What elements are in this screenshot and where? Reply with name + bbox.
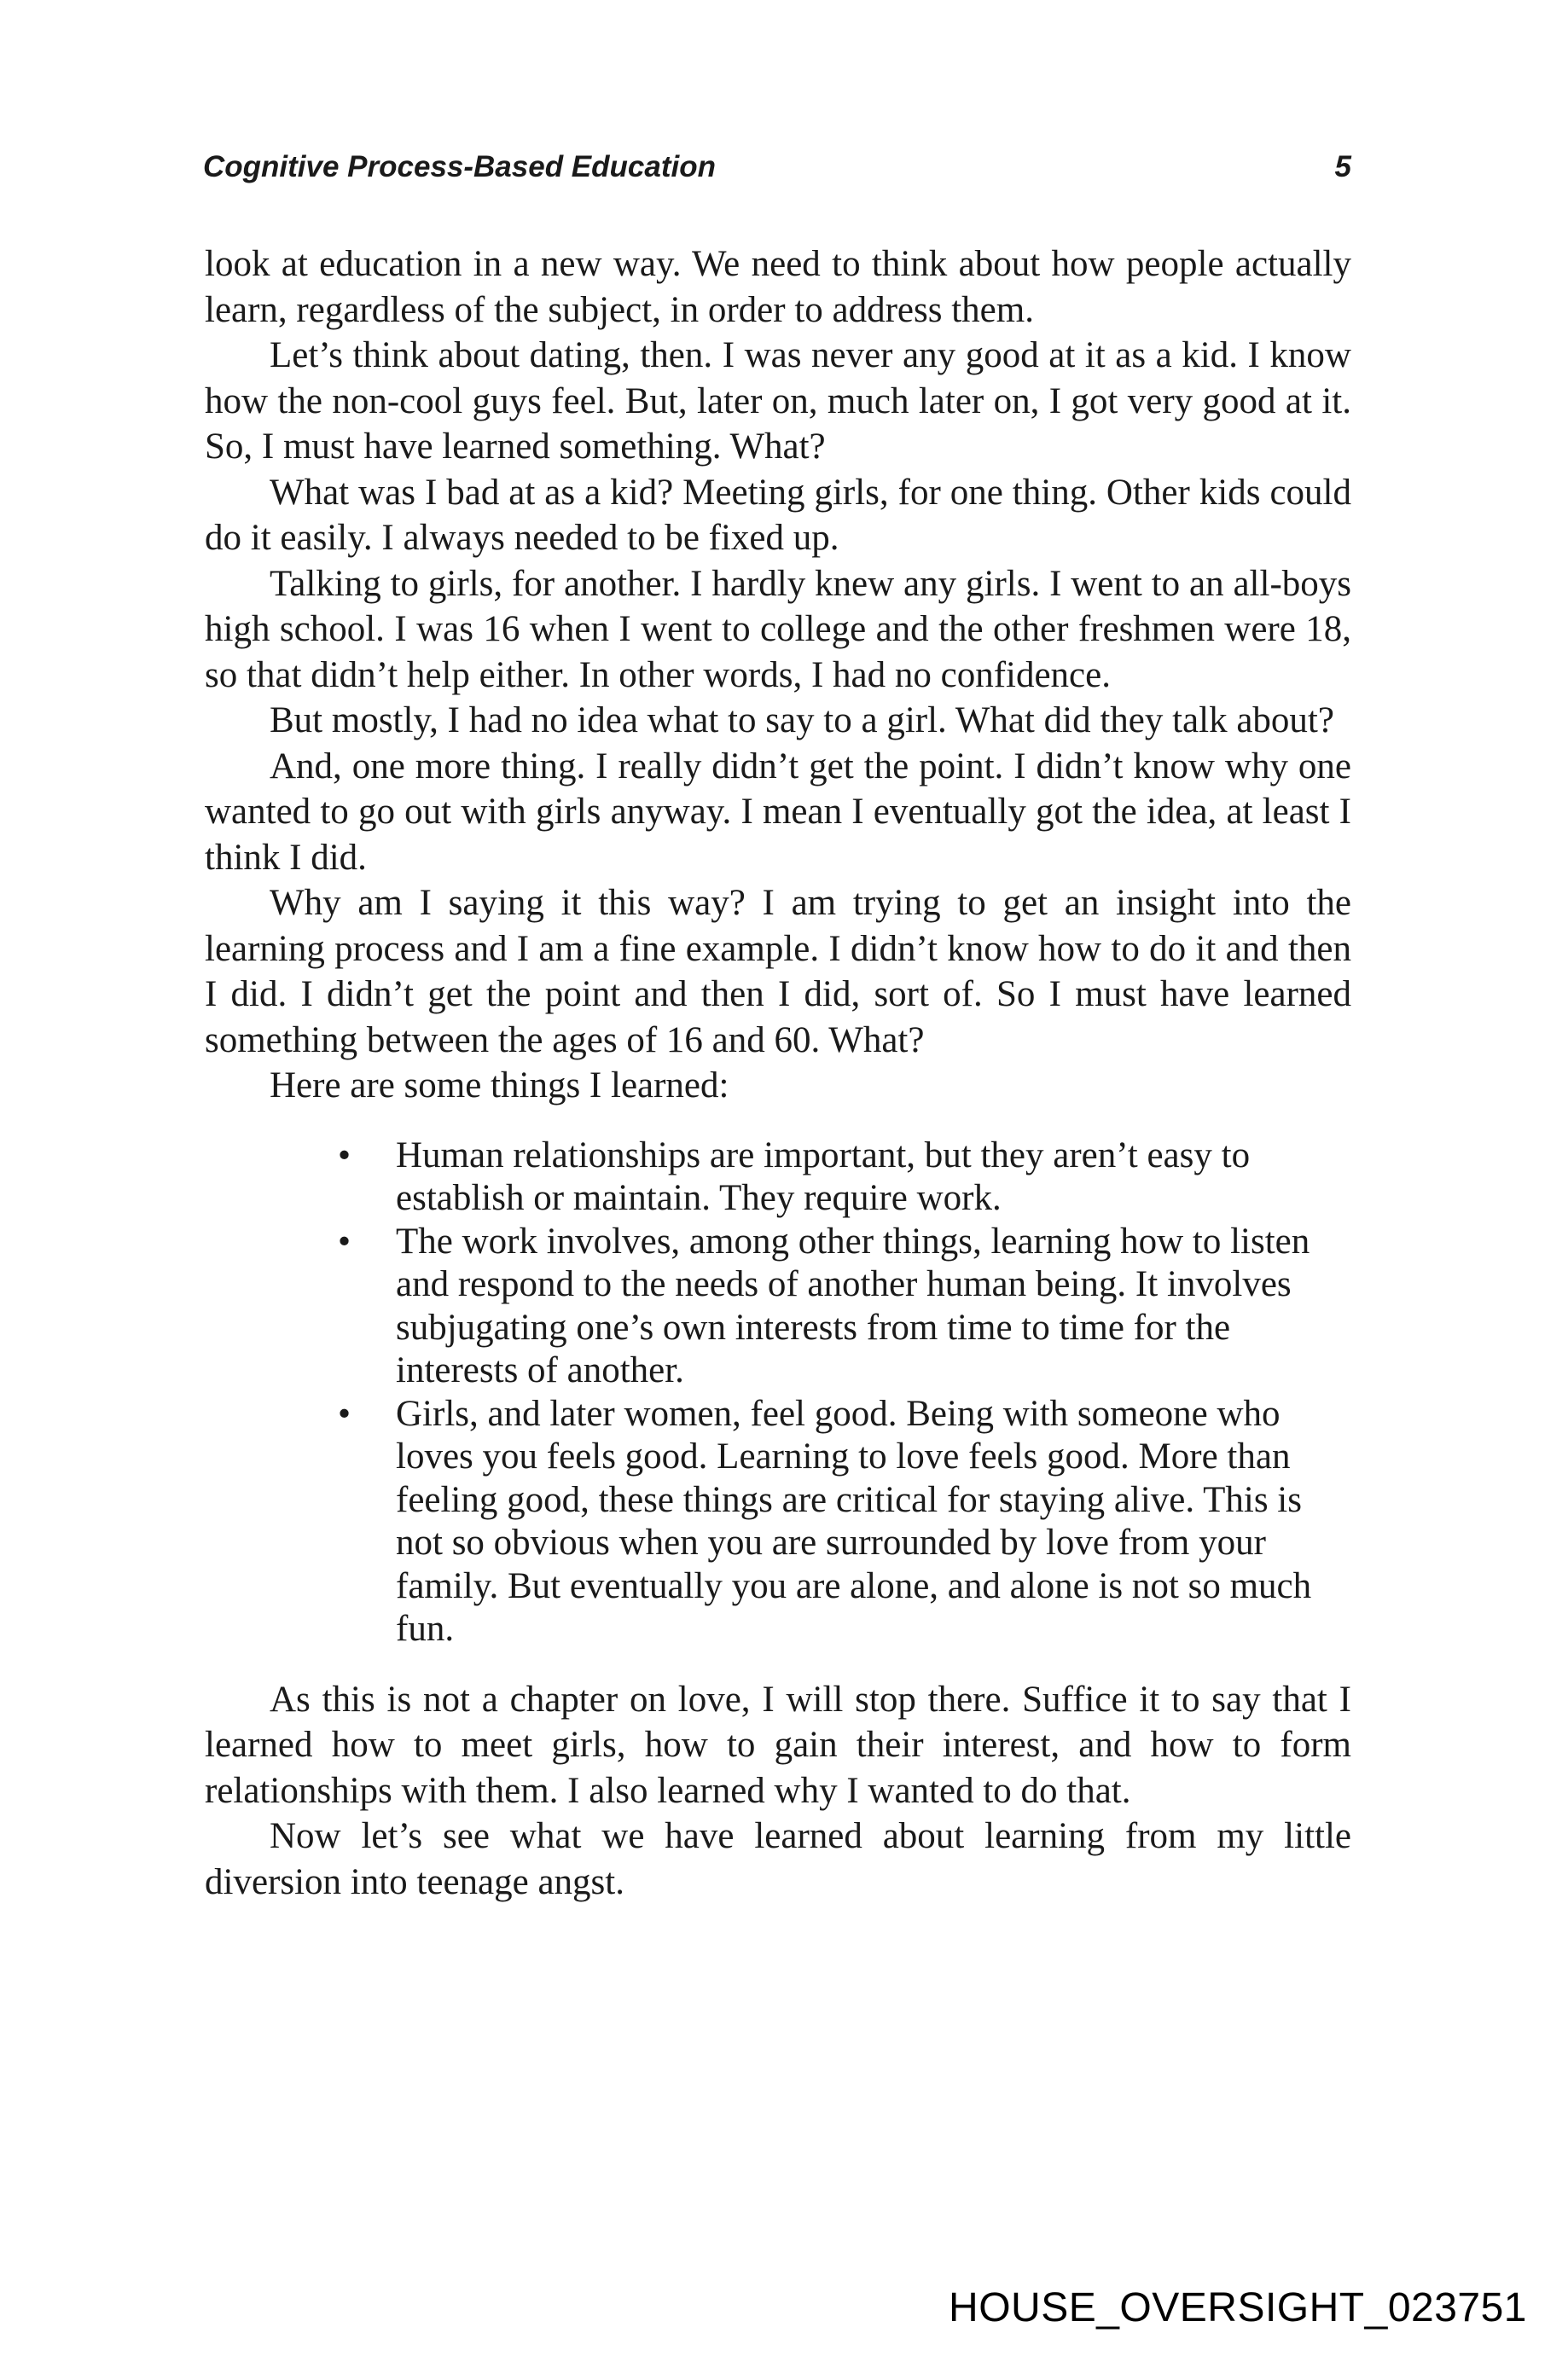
list-item-text: The work involves, among other things, learning how to listen and respond to the needs of another human being. It involves subjugating one’s own interests from time to time for the interests of another. (396, 1221, 1310, 1390)
list-item (338, 1221, 1351, 1393)
paragraph-dating: Let’s think about dating, then. I was never any good at it as a kid. I know how the non-cool guys feel. But, later on, much later on, I got very good at it. So, I must have learned something. What? (205, 335, 1351, 467)
page-number: 5 (1334, 150, 1351, 183)
paragraph-what-to-say: But mostly, I had no idea what to say to a girl. What did they talk about? (270, 700, 1334, 740)
paragraph-not-a-chapter-on-love: As this is not a chapter on love, I will stop there. Suffice it to say that I learned how to meet girls, how to gain their interest, and how to form relationships with them. I also learned why I wanted to do that. (205, 1679, 1351, 1811)
running-header (203, 150, 1351, 201)
bullet-icon: • (338, 1221, 351, 1262)
list-item (338, 1393, 1351, 1651)
paragraph-continued: look at education in a new way. We need to think about how people actually learn, regardless of the subject, in order to address them. (205, 244, 1351, 330)
bullet-icon: • (338, 1393, 351, 1434)
paragraph-things-learned-intro: Here are some things I learned: (270, 1065, 729, 1106)
list-item-text: Girls, and later women, feel good. Being with someone who loves you feels good. Learning to love feels good. More than feeling good, these things are critical for staying alive. This is not so obvious when you are surrounded by love from your family. But eventually you are alone, and alone is not so much fun. (396, 1393, 1312, 1649)
paragraph-meeting-girls: What was I bad at as a kid? Meeting girls, for one thing. Other kids could do it easily. I always needed to be fixed up. (205, 472, 1351, 558)
paragraph-why-this-way: Why am I saying it this way? I am trying to get an insight into the learning process and I am a fine example. I didn’t know how to do it and then I did. I didn’t get the point and then I did, sort of. So I must have learned something between the ages of 16 and 60. What? (205, 883, 1351, 1060)
paragraph-talking-to-girls: Talking to girls, for another. I hardly knew any girls. I went to an all-boys high school. I was 16 when I went to college and the other freshmen were 18, so that didn’t help either. In other words, I had no confidence. (205, 563, 1351, 695)
paragraph-the-point: And, one more thing. I really didn’t get the point. I didn’t know why one wanted to go out with girls anyway. I mean I eventually got the idea, at least I think I did. (205, 746, 1351, 878)
paragraph-teenage-angst: Now let’s see what we have learned about learning from my little diversion into teenage angst. (205, 1816, 1351, 1902)
bates-number: HOUSE_OVERSIGHT_023751 (949, 2285, 1527, 2330)
page-body (205, 241, 1351, 1905)
list-item (338, 1135, 1351, 1221)
running-header-title: Cognitive Process-Based Education (203, 150, 716, 183)
list-item-text: Human relationships are important, but they aren’t easy to establish or maintain. They require work. (396, 1135, 1251, 1218)
bullet-list (205, 1135, 1351, 1651)
bullet-icon: • (338, 1135, 351, 1175)
